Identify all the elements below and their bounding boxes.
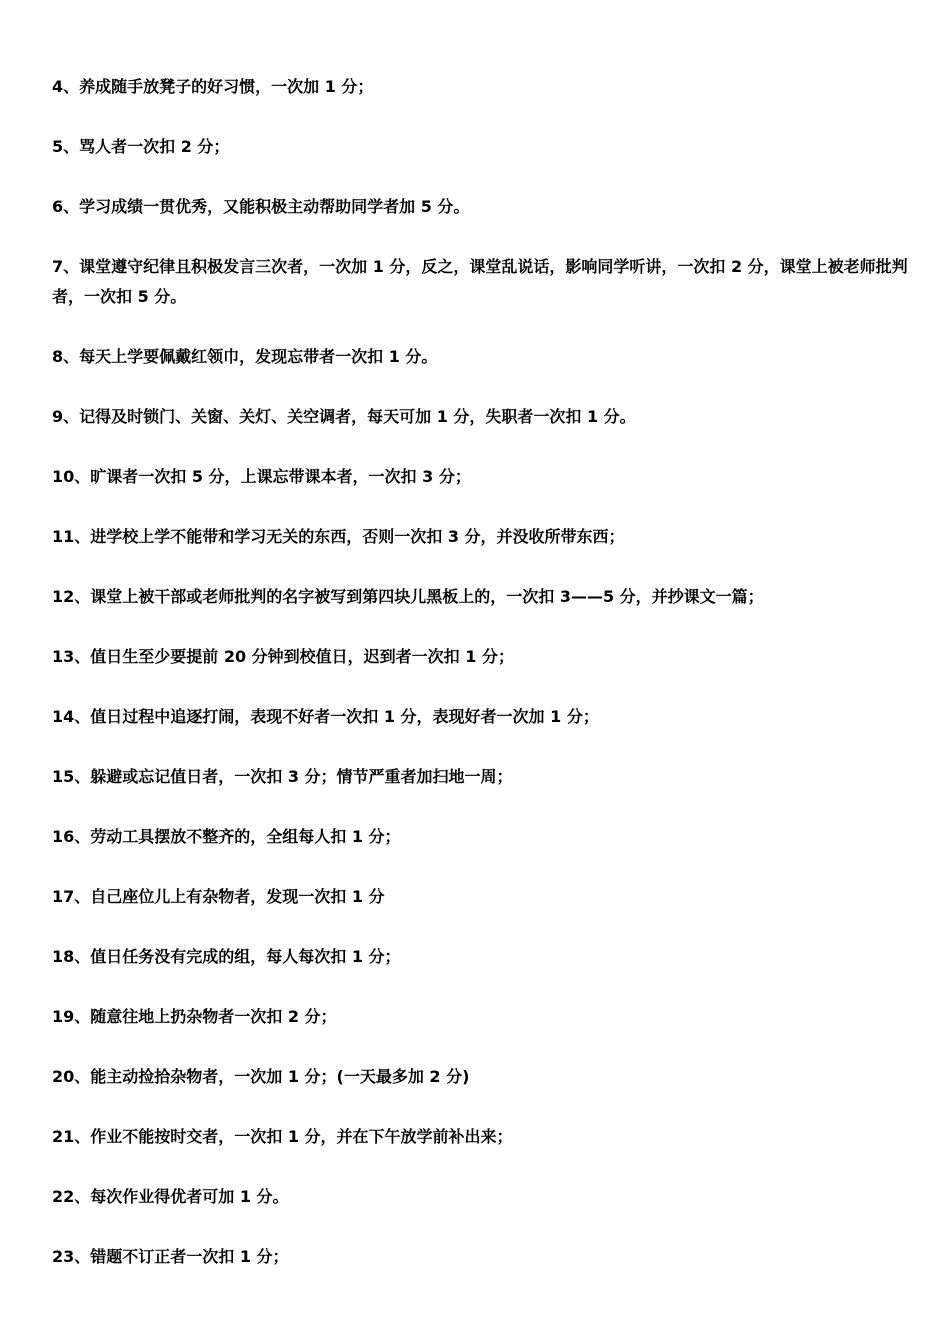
rule-item-11: 11、进学校上学不能带和学习无关的东西，否则一次扣 3 分，并没收所带东西； [52, 527, 625, 546]
rule-item-12: 12、课堂上被干部或老师批判的名字被写到第四块儿黑板上的，一次扣 3——5 分，并抄课文一篇； [52, 587, 764, 606]
rule-item-17: 17、自己座位儿上有杂物者，发现一次扣 1 分 [52, 887, 385, 906]
rule-item-13: 13、值日生至少要提前 20 分钟到校值日，迟到者一次扣 1 分； [52, 647, 514, 666]
rule-item-19: 19、随意往地上扔杂物者一次扣 2 分； [52, 1007, 337, 1026]
rule-item-10: 10、旷课者一次扣 5 分，上课忘带课本者，一次扣 3 分； [52, 467, 471, 486]
rule-item-8: 8、每天上学要佩戴红领巾，发现忘带者一次扣 1 分。 [52, 347, 438, 366]
rule-item-14: 14、值日过程中追逐打闹，表现不好者一次扣 1 分，表现好者一次加 1 分； [52, 707, 599, 726]
rule-item-9: 9、记得及时锁门、关窗、关灯、关空调者，每天可加 1 分，失职者一次扣 1 分。 [52, 407, 636, 426]
rule-item-5: 5、骂人者一次扣 2 分； [52, 137, 230, 156]
rule-item-6: 6、学习成绩一贯优秀，又能积极主动帮助同学者加 5 分。 [52, 197, 470, 216]
rule-item-23: 23、错题不订正者一次扣 1 分； [52, 1247, 289, 1266]
rule-item-20: 20、能主动捡拾杂物者，一次加 1 分；(一天最多加 2 分) [52, 1067, 470, 1086]
rule-item-22: 22、每次作业得优者可加 1 分。 [52, 1187, 289, 1206]
rule-item-21: 21、作业不能按时交者，一次扣 1 分，并在下午放学前补出来； [52, 1127, 513, 1146]
rules-list [52, 72, 912, 1302]
rule-item-15: 15、躲避或忘记值日者，一次扣 3 分；情节严重者加扫地一周； [52, 767, 513, 786]
rule-item-7: 7、课堂遵守纪律且积极发言三次者，一次加 1 分，反之，课堂乱说话，影响同学听讲，一次扣 2 分，课堂上被老师批判者，一次扣 5 分。 [52, 257, 908, 306]
rule-item-18: 18、值日任务没有完成的组，每人每次扣 1 分； [52, 947, 401, 966]
rule-item-4: 4、养成随手放凳子的好习惯，一次加 1 分； [52, 77, 374, 96]
rule-item-16: 16、劳动工具摆放不整齐的，全组每人扣 1 分； [52, 827, 401, 846]
